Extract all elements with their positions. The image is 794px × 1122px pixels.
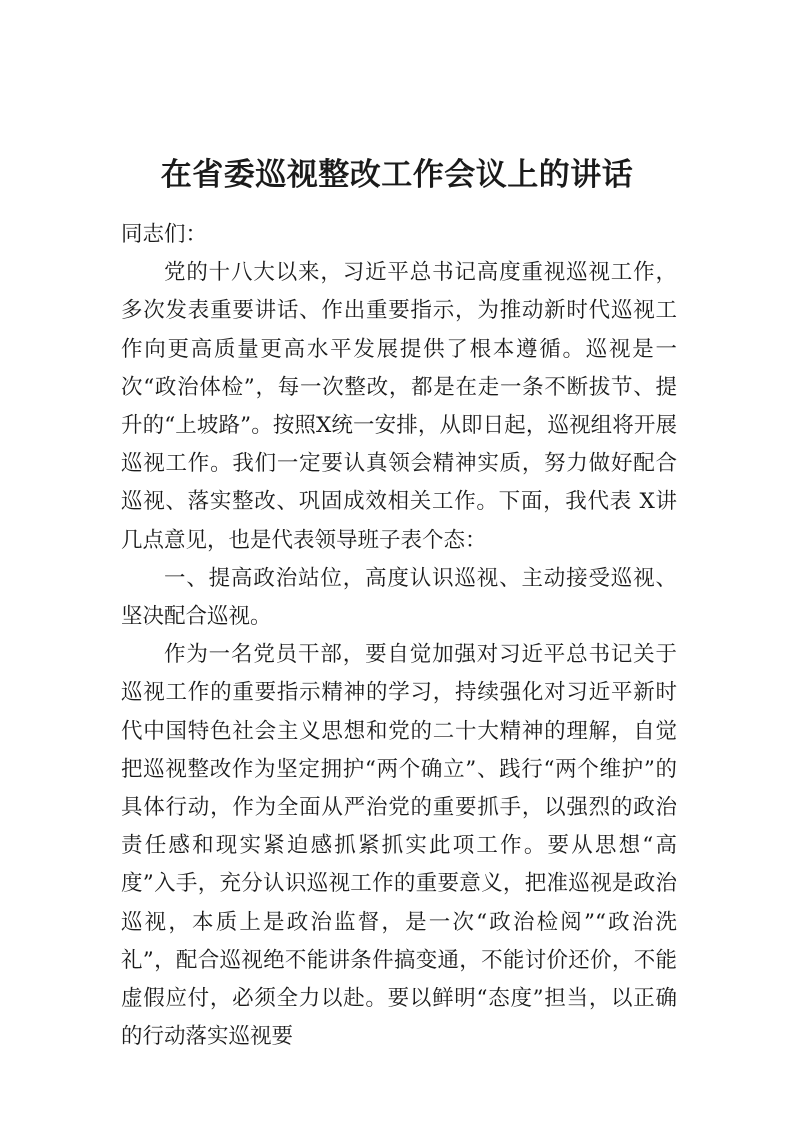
paragraph-section-one: 作为一名党员干部，要自觉加强对习近平总书记关于巡视工作的重要指示精神的学习，持续强化对习近平新时代中国特色社会主义思想和党的二十大精神的理解，自觉把巡视整改作为坚定拥护“两个确立”、践行“两个维护”的具体行动，作为全面从严治党的重要抓手，以强烈的政治责任感和现实紧迫感抓紧抓实此项工作。要从思想“高度”入手，充分认识巡视工作的重要意义，把准巡视是政治巡视，本质上是政治监督，是一次“政治检阅”“政治洗礼”，配合巡视绝不能讲条件搞变通，不能讨价还价，不能虚假应付，必须全力以赴。要以鲜明“态度”担当，以正确的行动落实巡视要 — [121, 642, 677, 1050]
document-title: 在省委巡视整改工作会议上的讲话 — [160, 156, 634, 193]
document-body — [121, 216, 677, 1056]
paragraph-intro: 党的十八大以来，习近平总书记高度重视巡视工作，多次发表重要讲话、作出重要指示，为推动新时代巡视工作向更高质量更高水平发展提供了根本遵循。巡视是一次“政治体检”，每一次整改，都是在走一条不断拔节、提升的“上坡路”。按照X统一安排，从即日起，巡视组将开展巡视工作。我们一定要认真领会精神实质，努力做好配合巡视、落实整改、巩固成效相关工作。下面，我代表 X讲几点意见，也是代表领导班子表个态： — [121, 260, 677, 553]
salutation: 同志们： — [121, 222, 208, 247]
section-heading-one: 一、提高政治站位，高度认识巡视、主动接受巡视、坚决配合巡视。 — [121, 565, 677, 630]
